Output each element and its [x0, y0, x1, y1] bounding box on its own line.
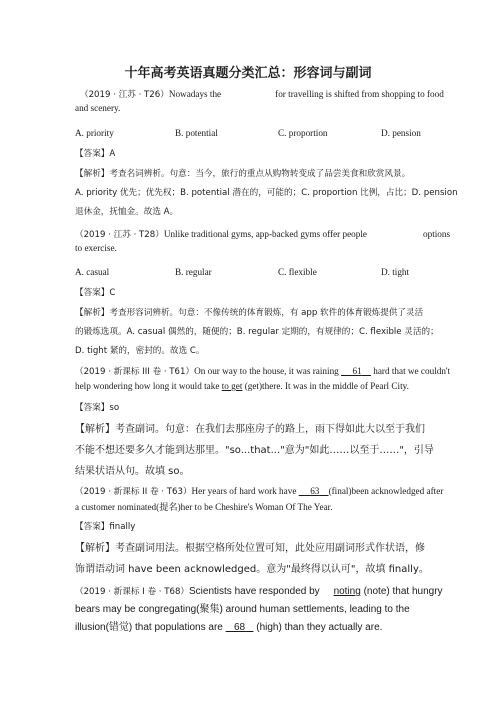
q1-stem-line1 — [80, 88, 444, 101]
q3-explanation-2: 不能不想还要多久才能到达那里。"so...that..."意为"如此……以至于……"，引导 — [75, 445, 434, 456]
q4-text-a: Her years of hard work have — [191, 486, 297, 496]
q5-stem-line1 — [75, 586, 443, 598]
q3-text-a: On our way to the house, it was raining — [194, 366, 339, 376]
q4-stem-line2: a customer nominated(提名)her to be Cheshire's Woman Of The Year. — [75, 502, 333, 512]
q5-text-d1: illusion(错觉) that populations are — [75, 622, 223, 633]
q2-explanation-1: 【解析】考查形容词辨析。句意：不像传统的体育锻炼，有 app 软件的体育锻炼提供了灵活 — [75, 308, 424, 318]
q2-option-b: B. regular — [175, 267, 212, 277]
q2-text-b: options — [423, 229, 451, 239]
q5-answer-noting: noting — [333, 586, 361, 597]
q2-source: （2019 · 江苏 · T28） — [75, 230, 164, 240]
q4-explanation-2: 饰谓语动词 have been acknowledged。意为"最终得以认可"，故填 finally。 — [75, 564, 429, 575]
q2-options — [75, 266, 435, 278]
q1-text-a: Nowadays the — [168, 89, 222, 99]
q4-source: （2019 · 新课标 II 卷 · T63） — [75, 487, 192, 497]
q1-option-b: B. potential — [175, 128, 218, 138]
q5-stem-line2: bears may be congregating(聚集) around human settlements, leading to the — [75, 604, 410, 615]
q1-explanation-3: 退休金，抚恤金。故选 A。 — [75, 207, 179, 217]
q1-explanation-1: 【解析】考查名词辨析。句意：当今，旅行的重点从购物转变成了品尝美食和欣赏风景。 — [75, 169, 411, 179]
q3-text-c2: to get — [221, 381, 243, 391]
q3-explanation-3: 结果状语从句。故填 so。 — [75, 466, 190, 477]
q3-blank — [341, 366, 371, 376]
q1-answer: 【答案】A — [75, 149, 116, 159]
q2-option-a: A. casual — [75, 267, 110, 277]
q2-option-d: D. tight — [381, 267, 410, 277]
q3-source: （2019 · 新课标 III 卷 · T61） — [75, 367, 195, 377]
q5-source: （2019 · 新课标 I 卷 · T68） — [75, 587, 190, 597]
q1-option-a: A. priority — [75, 128, 114, 138]
q4-blank — [299, 486, 329, 496]
q2-answer: 【答案】C — [75, 288, 116, 298]
q2-explanation-2: 的锻炼选项。A. casual 偶然的，随便的；B. regular 定期的，有规律的；C. flexible 灵活的； — [75, 327, 439, 337]
q3-stem-line2 — [75, 380, 409, 392]
q5-blank-number: 68 — [233, 622, 246, 633]
q5-text-d2: (high) than they actually are. — [256, 622, 383, 633]
q4-answer: 【答案】finally — [75, 522, 136, 532]
q2-stem-line1 — [75, 228, 450, 241]
q2-stem-line2: to exercise. — [75, 243, 117, 253]
q1-option-d: D. pension — [381, 128, 421, 138]
q3-answer: 【答案】so — [75, 403, 120, 413]
q1-text-b: for travelling is shifted from shopping to food — [275, 89, 444, 99]
q1-explanation-2: A. priority 优先；优先权；B. potential 潜在的，可能的；C. proportion 比例，占比；D. pension — [75, 188, 458, 198]
q4-stem-line1 — [75, 485, 443, 498]
q1-option-c: C. proportion — [278, 128, 328, 138]
q1-options — [75, 127, 435, 139]
q3-text-b: hard that we couldn't — [373, 366, 451, 376]
q2-explanation-3: D. tight 紧的，密封的。故选 C。 — [75, 346, 205, 356]
q2-option-c: C. flexible — [278, 267, 317, 277]
q3-stem-line1 — [75, 365, 450, 378]
q2-text-a: Unlike traditional gyms, app-backed gyms offer people — [163, 229, 368, 239]
q1-source: （2019 · 江苏 · T26） — [80, 90, 169, 100]
q5-stem-line3 — [75, 622, 382, 634]
q3-text-c1: help wondering how long it would take — [75, 381, 220, 391]
q3-explanation-1: 【解析】考查副词。句意：在我们去那座房子的路上，雨下得如此大以至于我们 — [75, 424, 425, 435]
q1-stem-line2: and scenery. — [75, 103, 121, 113]
page-title: 十年高考英语真题分类汇总：形容词与副词 — [124, 66, 372, 81]
q4-explanation-1: 【解析】考查副词用法。根据空格所处位置可知，此处应用副词形式作状语，修 — [75, 543, 425, 554]
q5-text-b: (note) that hungry — [363, 586, 443, 597]
q5-blank — [226, 622, 254, 633]
q4-text-b: (final)been acknowledged after — [328, 486, 444, 496]
q3-blank-number: 61 — [352, 366, 362, 376]
q5-text-a: Scientists have responded by — [189, 586, 320, 597]
q3-text-c3: (get)there. It was in the middle of Pearl City. — [244, 381, 409, 391]
q4-blank-number: 63 — [310, 486, 320, 496]
